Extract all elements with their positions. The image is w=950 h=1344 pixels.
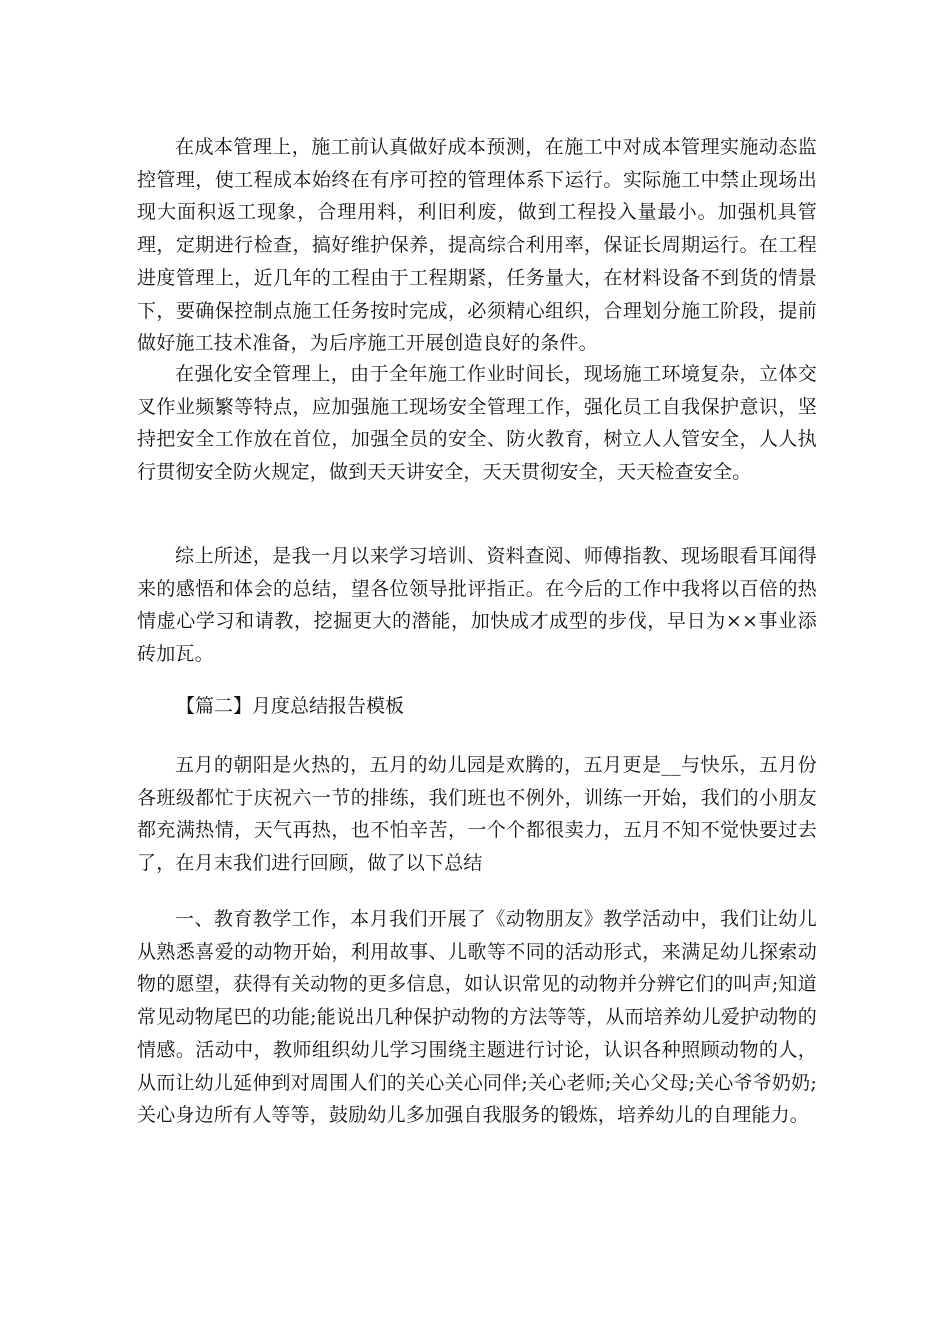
may-intro-paragraph: 五月的朝阳是火热的，五月的幼儿园是欢腾的，五月更是__与快乐，五月份各班级都忙于庆祝六一节的排练，我们班也不例外，训练一开始，我们的小朋友都充满热情，天气再热，也不怕辛苦，一个个都很卖力，五月不知不觉快要过去了，在月末我们进行回顾，做了以下总结: [137, 754, 817, 875]
section-heading: 【篇二】月度总结报告模板: [176, 695, 405, 717]
summary-paragraph: 综上所述，是我一月以来学习培训、资料查阅、师傅指教、现场眼看耳闻得来的感悟和体会的总结，望各位领导批评指正。在今后的工作中我将以百倍的热情虚心学习和请教，挖掘更大的潜能，加快成才成型的步伐，早日为××事业添砖加瓦。: [137, 545, 817, 666]
cost-management-paragraph: 在成本管理上，施工前认真做好成本预测，在施工中对成本管理实施动态监控管理，使工程成本始终在有序可控的管理体系下运行。实际施工中禁止现场出现大面积返工现象，合理用料，利旧利废，做到工程投入量最小。加强机具管理，定期进行检查，搞好维护保养，提高综合利用率，保证长周期运行。在工程进度管理上，近几年的工程由于工程期紧，任务量大，在材料设备不到货的情景下，要确保控制点施工任务按时完成，必须精心组织，合理划分施工阶段，提前做好施工技术准备，为后序施工开展创造良好的条件。: [137, 136, 817, 355]
teaching-work-paragraph: 一、教育教学工作，本月我们开展了《动物朋友》教学活动中，我们让幼儿从熟悉喜爱的动物开始，利用故事、儿歌等不同的活动形式，来满足幼儿探索动物的愿望，获得有关动物的更多信息，如认识常见的动物并分辨它们的叫声;知道常见动物尾巴的功能;能说出几种保护动物的方法等等，从而培养幼儿爱护动物的情感。活动中，教师组织幼儿学习围绕主题进行讨论，认识各种照顾动物的人，从而让幼儿延伸到对周围人们的关心关心同伴;关心老师;关心父母;关心爷爷奶奶;关心身边所有人等等，鼓励幼儿多加强自我服务的锻炼，培养幼儿的自理能力。: [137, 908, 817, 1127]
safety-management-paragraph: 在强化安全管理上，由于全年施工作业时间长，现场施工环境复杂，立体交叉作业频繁等特点，应加强施工现场安全管理工作，强化员工自我保护意识，坚持把安全工作放在首位，加强全员的安全、防火教育，树立人人管安全，人人执行贯彻安全防火规定，做到天天讲安全，天天贯彻安全，天天检查安全。: [137, 363, 817, 484]
